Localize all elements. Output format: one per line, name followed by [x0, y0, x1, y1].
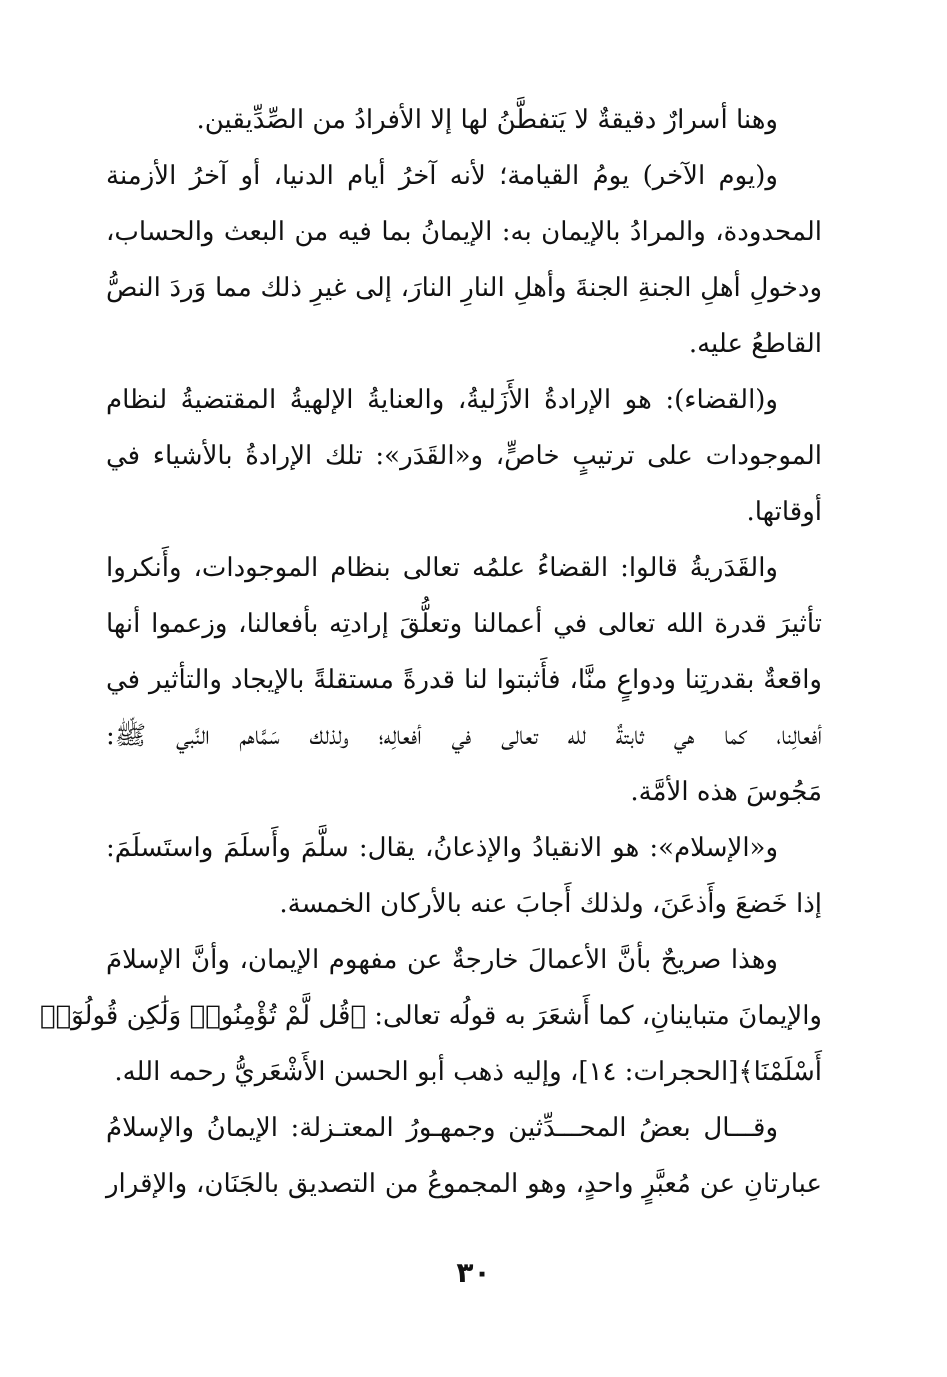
text-line: أوقاتها. — [746, 497, 822, 527]
page-text — [39, 92, 822, 1212]
text-line: مَجُوسَ هذه الأمَّة. — [630, 777, 822, 807]
text-line: و«الإسلام»: هو الانقيادُ والإذعانُ، يقال: سلَّمَ وأَسلَمَ واستَسلَمَ: — [106, 833, 778, 863]
text-line: الموجودات على ترتيبٍ خاصٍّ، و«القَدَر»: تلك الإرادةُ بالأشياء في — [106, 441, 822, 471]
text-line: واقعةٌ بقدرتِنا ودواعٍ منَّا، فأَثبتوا لنا قدرةً مستقلةً بالإيجاد والتأثير في — [106, 665, 822, 695]
text-line: والإيمانَ متباينانِ، كما أَشعَرَ به قولُه تعالى: ﴿قُل لَّمْ تُؤْمِنُوا۟ وَلَٰكِن قُولُوٓا۟ — [39, 1001, 822, 1031]
text-line: المحدودة، والمرادُ بالإيمان به: الإيمانُ بما فيه من البعث والحساب، — [106, 217, 822, 247]
text-line: ودخولِ أهلِ الجنةِ الجنةَ وأهلِ النارِ النارَ، إلى غيرِ ذلك مما وَردَ النصُّ — [106, 273, 822, 303]
text-line: والقَدَريةُ قالوا: القضاءُ علمُه تعالى بنظام الموجودات، وأَنكروا — [106, 553, 778, 583]
text-line: وهنا أسرارٌ دقيقةٌ لا يَتفطَّنُ لها إلا الأفرادُ من الصِّدِّيقين. — [196, 105, 778, 135]
page-number: ٣٠ — [456, 1256, 491, 1289]
text-line: وقـــال بعضُ المحـــدِّثين وجمهـورُ المعتـزلة: الإيمانُ والإسلامُ — [106, 1113, 778, 1143]
text-line: أفعالِنا، كما هي ثابتةٌ لله تعالى في أفعالِه؛ ولذلك سَمَّاهم النَّبي ﷺ: — [106, 721, 822, 751]
text-line: القاطعُ عليه. — [688, 329, 822, 359]
text-line: أَسْلَمْنَا﴾[الحجرات: ١٤]، وإليه ذهب أبو الحسن الأَشْعَريُّ رحمه الله. — [114, 1057, 822, 1087]
text-line: و(يوم الآخر) يومُ القيامة؛ لأنه آخرُ أيام الدنيا، أو آخرُ الأزمنة — [106, 161, 778, 191]
text-line: تأثيرَ قدرة الله تعالى في أعمالنا وتعلُّقَ إرادتِه بأفعالنا، وزعموا أنها — [106, 609, 822, 639]
text-line: إذا خَضعَ وأَذعَنَ، ولذلك أَجابَ عنه بالأركان الخمسة. — [279, 889, 822, 919]
text-line: وهذا صريحٌ بأنَّ الأعمالَ خارجةٌ عن مفهوم الإيمان، وأنَّ الإسلامَ — [106, 945, 778, 975]
text-line: و(القضاء): هو الإرادةُ الأَزَليةُ، والعنايةُ الإلهيةُ المقتضيةُ لنظام — [106, 385, 778, 415]
text-line: عبارتانِ عن مُعبَّرٍ واحدٍ، وهو المجموعُ من التصديق بالجَنَان، والإقرار — [106, 1169, 822, 1199]
